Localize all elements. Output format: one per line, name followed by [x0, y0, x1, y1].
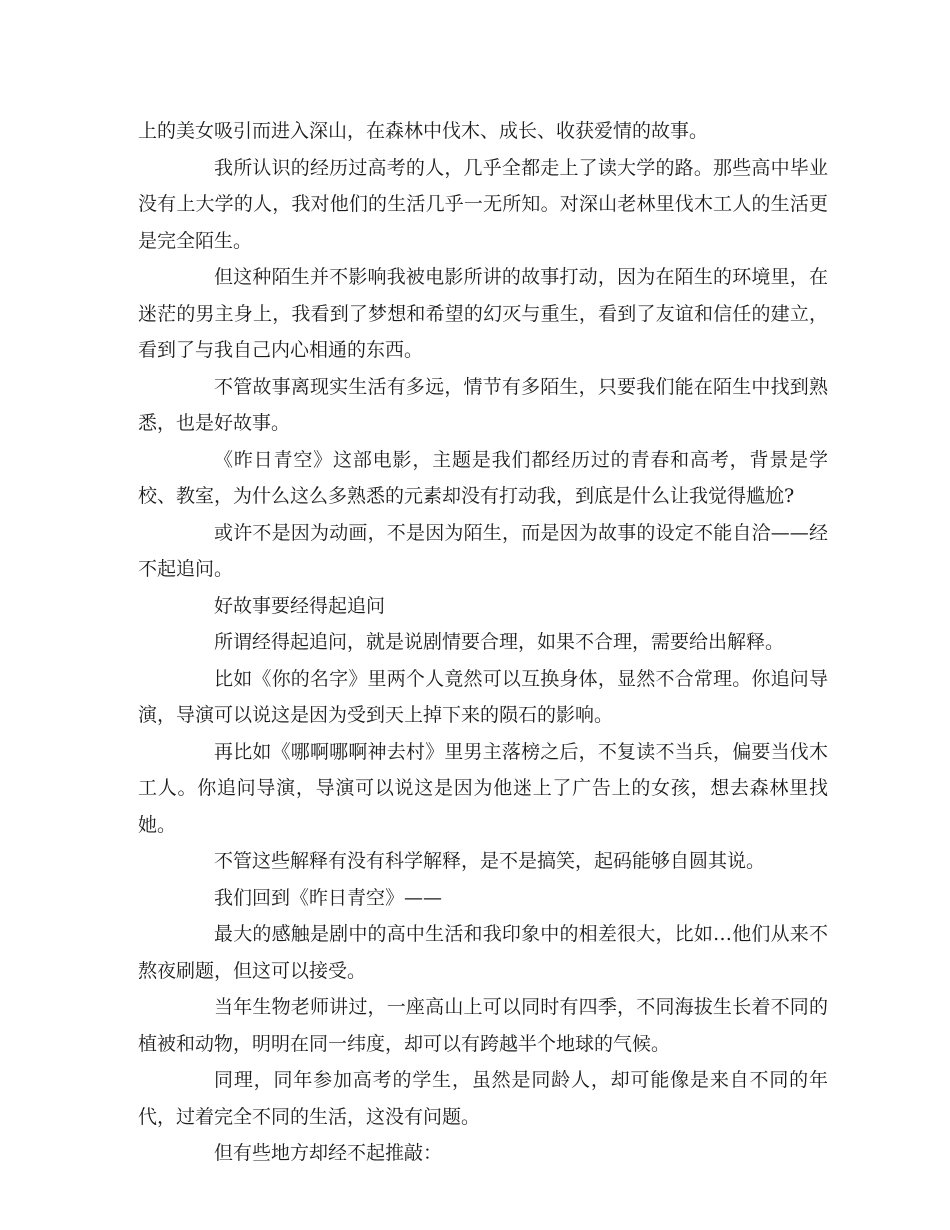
paragraph: 我们回到《昨日青空》——	[214, 886, 443, 909]
paragraph: 我所认识的经历过高考的人，几乎全都走上了读大学的路。那些高中毕业没有上大学的人，我对他们的生活几乎一无所知。对深山老林里伐木工人的生活更是完全陌生。	[138, 156, 828, 252]
paragraph: 再比如《哪啊哪啊神去村》里男主落榜之后，不复读不当兵，偏要当伐木工人。你追问导演，导演可以说这是因为他迷上了广告上的女孩，想去森林里找她。	[138, 740, 828, 836]
paragraph: 所谓经得起追问，就是说剧情要合理，如果不合理，需要给出解释。	[214, 631, 785, 653]
paragraph: 不管这些解释有没有科学解释，是不是搞笑，起码能够自圆其说。	[214, 850, 766, 872]
document-body	[138, 113, 828, 1172]
paragraph: 比如《你的名字》里两个人竟然可以互换身体，显然不合常理。你追问导演，导演可以说这是因为受到天上掉下来的陨石的影响。	[138, 667, 828, 726]
paragraph: 上的美女吸引而进入深山，在森林中伐木、成长、收获爱情的故事。	[138, 120, 709, 142]
paragraph: 当年生物老师讲过，一座高山上可以同时有四季，不同海拔生长着不同的植被和动物，明明在同一纬度，却可以有跨越半个地球的气候。	[138, 996, 828, 1055]
paragraph: 《昨日青空》这部电影，主题是我们都经历过的青春和高考，背景是学校、教室，为什么这么多熟悉的元素却没有打动我，到底是什么让我觉得尴尬?	[138, 448, 828, 507]
paragraph: 同理，同年参加高考的学生，虽然是同龄人，却可能像是来自不同的年代，过着完全不同的生活，这没有问题。	[138, 1069, 828, 1128]
paragraph: 不管故事离现实生活有多远，情节有多陌生，只要我们能在陌生中找到熟悉，也是好故事。	[138, 375, 828, 434]
section-heading: 好故事要经得起追问	[214, 594, 386, 617]
paragraph: 或许不是因为动画，不是因为陌生，而是因为故事的设定不能自洽——经不起追问。	[138, 521, 828, 580]
paragraph: 但有些地方却经不起推敲：	[214, 1142, 443, 1164]
paragraph: 最大的感触是剧中的高中生活和我印象中的相差很大，比如…他们从来不熬夜刷题，但这可以接受。	[138, 923, 828, 982]
paragraph: 但这种陌生并不影响我被电影所讲的故事打动，因为在陌生的环境里，在迷茫的男主身上，我看到了梦想和希望的幻灭与重生，看到了友谊和信任的建立，看到了与我自己内心相通的东西。	[138, 266, 828, 361]
